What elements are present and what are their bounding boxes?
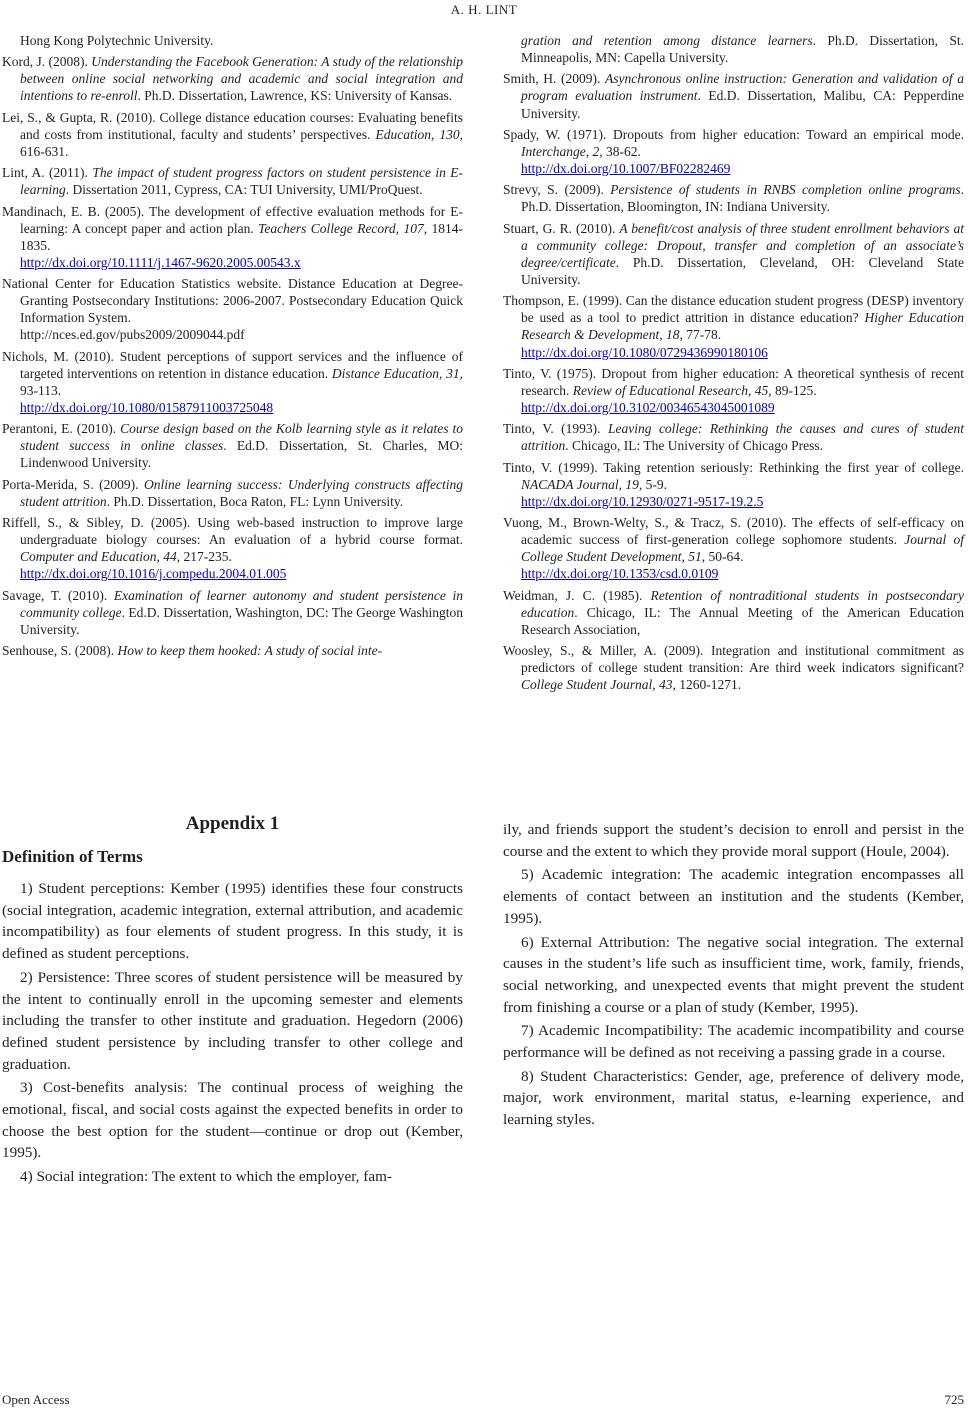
reference-text: . Ph.D. Dissertation, Bloomington, IN: Indiana University. [521, 182, 964, 215]
doi-link[interactable]: http://dx.doi.org/10.3102/00346543045001089 [521, 400, 775, 415]
reference-entry [2, 420, 463, 471]
reference-entry [503, 587, 964, 638]
footer-open-access: Open Access [2, 1392, 70, 1407]
reference-entry [2, 514, 463, 582]
reference-text: Kord, J. (2008). [2, 54, 92, 70]
reference-text: . Ed.D. Dissertation, Malibu, CA: Pepperdine University. [521, 88, 964, 121]
reference-entry [2, 587, 463, 638]
reference-title: How to keep them hooked: A study of social inte- [117, 643, 383, 659]
reference-text: Tinto, V. (1993). [503, 421, 608, 437]
reference-text: Porta-Merida, S. (2009). [2, 476, 144, 492]
reference-text: Nichols, M. (2010). Student perceptions of support services and the influence of targeted interventions on retention in distance education. [2, 348, 463, 381]
running-head: A. H. LINT [450, 2, 518, 17]
reference-entry [2, 32, 463, 49]
reference-text: Smith, H. (2009). [503, 71, 606, 87]
reference-entry [2, 476, 463, 510]
reference-text: Mandinach, E. B. (2005). The development of effective evaluation methods for E-learning: A concept paper and action plan. [2, 203, 463, 236]
reference-text: Strevy, S. (2009). [503, 182, 611, 198]
reference-url: http://nces.ed.gov/pubs2009/2009044.pdf [20, 327, 245, 343]
reference-text: . Chicago, IL: The University of Chicago Press. [565, 438, 823, 454]
paragraph-continuation: ily, and friends support the student’s decision to enroll and persist in the course and the extent to which they provide moral support (Houle, 2004). [503, 821, 964, 860]
appendix-right-column [503, 819, 964, 1133]
reference-title: Examination of learner autonomy and student persistence in community college [20, 587, 463, 620]
reference-entry [503, 292, 964, 360]
reference-text: . Ed.D. Dissertation, Washington, DC: The George Washington University. [20, 604, 464, 637]
reference-text: National Center for Education Statistics website. Distance Education at Degree-Granting Postsecondary Institutions: 2006-2007. Postsecondary Education Quick Information System. [2, 276, 463, 326]
reference-entry [503, 642, 964, 693]
reference-title: Asynchronous online instruction: Generation and validation of a program evaluation instrument [521, 71, 964, 104]
reference-text: Thompson, E. (1999). Can the distance education student progress (DESP) inventory be used as a tool to predict attrition in distance education? [503, 293, 964, 326]
reference-text: . Ph.D. Dissertation, Cleveland, OH: Cleveland State University. [521, 254, 964, 287]
reference-title: Retention of nontraditional students in postsecondary education [521, 587, 964, 620]
reference-entry [503, 32, 964, 66]
reference-text: 50-64. [705, 549, 744, 565]
reference-entry [2, 53, 463, 104]
reference-text: 89-125. [771, 382, 817, 398]
reference-text: Spady, W. (1971). Dropouts from higher education: Toward an empirical mode. [503, 126, 964, 142]
reference-title: The impact of student progress factors on student persistence in E-learning [20, 165, 463, 198]
doi-link[interactable]: http://dx.doi.org/10.1007/BF02282469 [521, 161, 731, 177]
reference-entry [2, 642, 463, 659]
reference-text: Lint, A. (2011). [2, 165, 93, 181]
reference-entry [503, 420, 964, 454]
doi-link[interactable]: http://dx.doi.org/10.1080/01587911003725048 [20, 400, 274, 415]
reference-text: 93-113. [20, 382, 62, 398]
definition-paragraph: 7) Academic Incompatibility: The academic incompatibility and course performance will be defined as not receiving a passing grade in a course. [503, 1022, 964, 1062]
reference-text: Weidman, J. C. (1985). [503, 587, 651, 603]
doi-link[interactable]: http://dx.doi.org/10.1016/j.compedu.2004.01.005 [20, 566, 287, 582]
reference-text: Riffell, S., & Sibley, D. (2005). Using web-based instruction to improve large undergraduate biology courses: An evaluation of a hybrid course format. [2, 515, 463, 548]
reference-text: Woosley, S., & Miller, A. (2009). Integration and institutional commitment as predictors of college student transition: Are third week indicators significant? [503, 643, 964, 676]
doi-link[interactable]: http://dx.doi.org/10.1353/csd.0.0109 [521, 566, 719, 582]
reference-entry [503, 220, 964, 288]
reference-title: Education, 130, [375, 126, 463, 142]
reference-title: Distance Education, 31, [331, 365, 463, 381]
reference-text: 77-78. [682, 327, 722, 343]
reference-entry [2, 109, 463, 160]
reference-title: Review of Educational Research, 45, [572, 382, 772, 398]
reference-entry [2, 348, 463, 416]
reference-entry [2, 164, 463, 198]
appendix-left-column [2, 812, 463, 1190]
reference-text: . Chicago, IL: The Annual Meeting of the American Education Research Association, [521, 604, 964, 637]
reference-title: Interchange, 2, [521, 143, 603, 159]
reference-title: Leaving college: Rethinking the causes and cures of student attrition [521, 421, 964, 454]
definition-paragraph: 1) Student perceptions: Kember (1995) identifies these four constructs (social integration, academic integration, external attribution, and academic incompatibility) as four elements of student progress. In this study, it is defined as student perceptions. [2, 880, 463, 963]
reference-title: Higher Education Research & Development, 18, [521, 310, 964, 343]
reference-entry [503, 514, 964, 582]
definition-paragraph: 5) Academic integration: The academic integration encompasses all elements of contact between an institution and the students (Kember, 1995). [503, 866, 964, 927]
reference-title: Persistence of students in RNBS completion online programs [610, 182, 961, 198]
definition-paragraph: 6) External Attribution: The negative social integration. The external causes in the student’s life such as insufficient time, work, family, friends, social networking, and unexpected events that might prevent the student from finishing a course or a plan of study (Kember, 1995). [503, 933, 964, 1016]
reference-entry [503, 459, 964, 510]
reference-title: Teachers College Record, 107, [258, 220, 428, 236]
reference-text: 1260-1271. [675, 677, 742, 693]
reference-text: Hong Kong Polytechnic University. [20, 33, 214, 48]
reference-text: 1814-1835. [20, 220, 463, 253]
doi-link[interactable]: http://dx.doi.org/10.12930/0271-9517-19.2.5 [521, 493, 764, 509]
definition-heading: Definition of Terms [2, 847, 143, 866]
reference-text: . Dissertation 2011, Cypress, CA: TUI University, UMI/ProQuest. [65, 182, 423, 198]
reference-entry [503, 181, 964, 215]
reference-title: Course design based on the Kolb learning style as it relates to student success in online classes [20, 421, 463, 454]
reference-text: Perantoni, E. (2010). [2, 421, 121, 437]
references-right-column [503, 32, 964, 698]
appendix-title: Appendix 1 [185, 813, 280, 834]
reference-title: A benefit/cost analysis of three student enrollment behaviors at a community college: Dropout, transfer and completion of an associate’s degree/certificate [521, 220, 964, 270]
reference-text: Stuart, G. R. (2010). [503, 220, 620, 236]
references-left-column [2, 32, 463, 663]
reference-text: Lei, S., & Gupta, R. (2010). College distance education courses: Evaluating benefits and costs from institutional, faculty and students’ perspectives. [2, 109, 463, 142]
reference-text: 616-631. [20, 143, 69, 159]
reference-text: Senhouse, S. (2008). [2, 643, 118, 659]
reference-text: . Ph.D. Dissertation, St. Minneapolis, MN: Capella University. [521, 33, 964, 66]
reference-title: College Student Journal, 43, [521, 677, 676, 693]
reference-text: Tinto, V. (1975). Dropout from higher education: A theoretical synthesis of recent research. [503, 365, 964, 398]
reference-title: Computer and Education, 44, [20, 549, 181, 565]
reference-text: 217-235. [180, 549, 232, 565]
definition-paragraph: 3) Cost-benefits analysis: The continual process of weighing the emotional, fiscal, and social costs against the expected benefits in order to choose the best option for the student—continue or drop out (Kember, 1995). [2, 1079, 463, 1162]
reference-entry [503, 70, 964, 121]
reference-text: 5-9. [642, 476, 667, 492]
doi-link[interactable]: http://dx.doi.org/10.1080/0729436990180106 [521, 344, 768, 360]
page-number: 725 [944, 1392, 964, 1407]
reference-text: . Ph.D. Dissertation, Lawrence, KS: University of Kansas. [137, 88, 453, 104]
definition-paragraph: 4) Social integration: The extent to which the employer, fam- [20, 1168, 392, 1186]
reference-entry [2, 203, 463, 271]
reference-text: Vuong, M., Brown-Welty, S., & Tracz, S. (2010). The effects of self-efficacy on academic success of first-generation college sophomore students. [503, 515, 964, 548]
definition-paragraph: 8) Student Characteristics: Gender, age, preference of delivery mode, major, work environment, marital status, e-learning experience, and learning styles. [503, 1067, 964, 1129]
definition-paragraph: 2) Persistence: Three scores of student persistence will be measured by the intent to continually enroll in the upcoming semester and elements including the transfer to other institute and graduation. Hegedorn (2006) defined student persistence by including transfer to other college and graduation. [2, 968, 463, 1073]
reference-title: NACADA Journal, 19, [521, 476, 643, 492]
reference-title: gration and retention among distance learners [521, 33, 813, 48]
doi-link[interactable]: http://dx.doi.org/10.1111/j.1467-9620.2005.00543.x [20, 254, 301, 270]
reference-title: Online learning success: Underlying constructs affecting student attrition [20, 476, 463, 509]
reference-title: Understanding the Facebook Generation: A study of the relationship between online social networking and academic and social integration and intentions to re-enroll [20, 54, 463, 104]
reference-text: . Ed.D. Dissertation, St. Charles, MO: Lindenwood University. [20, 438, 463, 471]
reference-entry [503, 126, 964, 177]
reference-title: Journal of College Student Development, 51, [521, 532, 964, 565]
reference-text: . Ph.D. Dissertation, Boca Raton, FL: Lynn University. [106, 493, 404, 509]
reference-text: Savage, T. (2010). [2, 587, 114, 603]
reference-entry [503, 365, 964, 416]
reference-entry [2, 275, 463, 343]
reference-text: 38-62. [602, 143, 641, 159]
reference-text: Tinto, V. (1999). Taking retention seriously: Rethinking the first year of college. [503, 459, 964, 475]
